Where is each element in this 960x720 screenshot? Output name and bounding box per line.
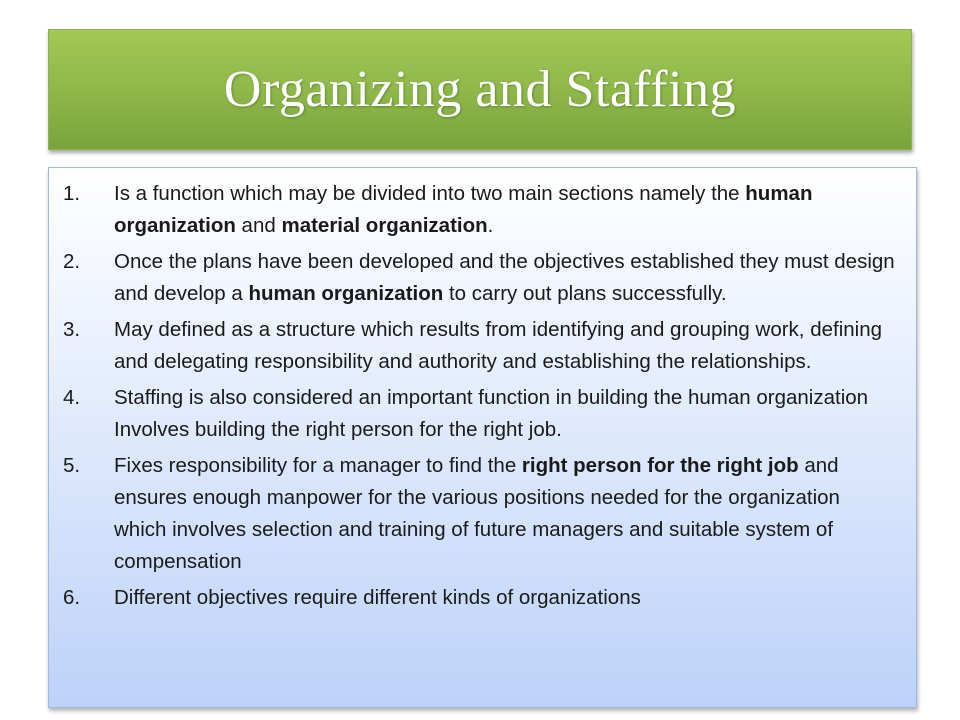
- text-run: and ensures enough manpower for the various positions needed for the organization which involves selection and training of future managers and suitable system of compensation: [114, 454, 840, 573]
- text-run: Is a function which may be divided into two main sections namely the: [114, 182, 746, 205]
- list-item-number: 6.: [63, 586, 81, 609]
- list-item-text: [114, 314, 898, 378]
- text-run: Once the plans have been developed and the objectives established they must design and develop a: [114, 250, 895, 305]
- list-item-text: [114, 246, 898, 310]
- list-item-number: 3.: [63, 318, 81, 341]
- bold-text: human organization: [248, 282, 444, 305]
- list-item-number: 1.: [63, 182, 81, 205]
- list-item: [63, 246, 898, 310]
- text-run: .: [487, 214, 494, 237]
- bold-text: right person for the right job: [521, 454, 799, 477]
- text-run: to carry out plans successfully.: [443, 282, 727, 305]
- title-placeholder[interactable]: [48, 29, 912, 150]
- list-item-text: [114, 178, 898, 242]
- text-run: Fixes responsibility for a manager to find the: [114, 454, 522, 477]
- slide-title: Organizing and Staffing: [223, 61, 737, 118]
- list-item-text: [114, 450, 898, 578]
- list-item-text: [114, 582, 898, 614]
- bold-text: material organization: [281, 214, 488, 237]
- content-placeholder[interactable]: [48, 167, 917, 708]
- text-run: and: [235, 214, 282, 237]
- list-item: [63, 178, 898, 242]
- list-item: [63, 382, 898, 446]
- text-run: Different objectives require different kinds of organizations: [114, 586, 641, 609]
- list-item: [63, 582, 898, 614]
- list-item-number: 5.: [63, 454, 81, 477]
- list-item-number: 2.: [63, 250, 81, 273]
- list-item-text: [114, 382, 898, 446]
- bold-text: human organization: [114, 182, 813, 237]
- list-item: [63, 450, 898, 578]
- text-run: May defined as a structure which results from identifying and grouping work, defining and delegating responsibility and authority and establishing the relationships.: [114, 318, 883, 373]
- list-item: [63, 314, 898, 378]
- text-run: Staffing is also considered an important function in building the human organization Involves building the right person for the right job.: [114, 386, 869, 441]
- numbered-list: [63, 178, 898, 614]
- list-item-number: 4.: [63, 386, 81, 409]
